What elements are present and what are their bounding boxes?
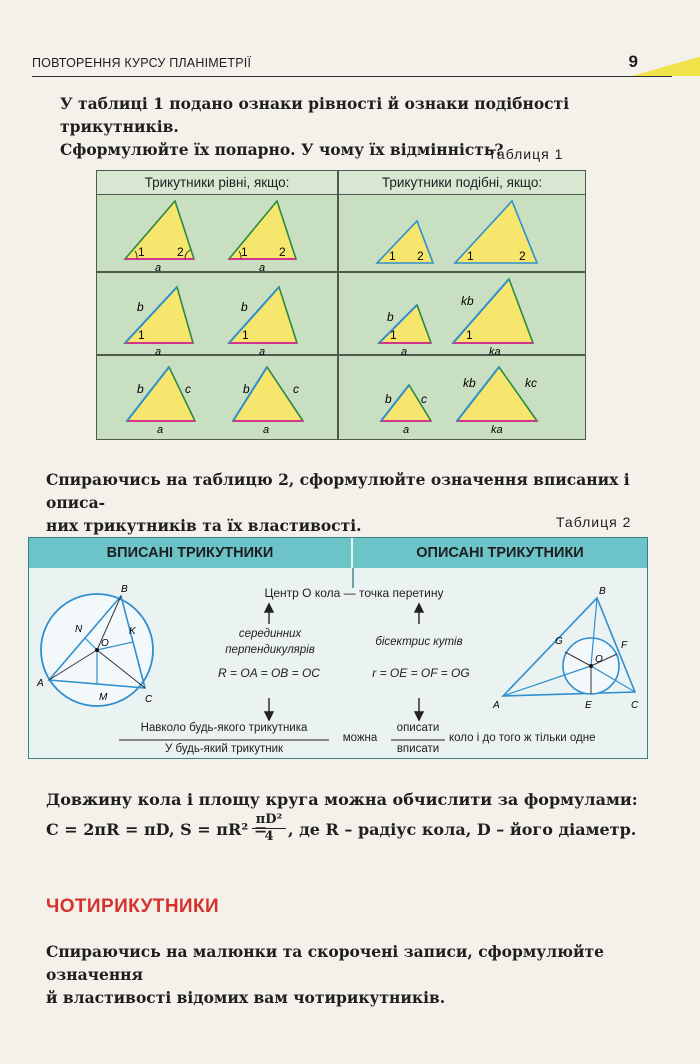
tri-eq-r3-b xyxy=(233,367,303,436)
section-title: ЧОТИРИКУТНИКИ xyxy=(46,896,220,917)
bottom-left-bottom: У будь-який трикутник xyxy=(164,743,284,755)
page-number: 9 xyxy=(628,52,638,71)
word-can: можна xyxy=(342,732,378,744)
svg-text:b: b xyxy=(385,392,392,406)
svg-text:b: b xyxy=(137,382,144,396)
tri-sim-r2-b xyxy=(453,279,533,358)
svg-text:C: C xyxy=(631,700,639,711)
svg-text:kb: kb xyxy=(463,376,476,390)
svg-text:C: C xyxy=(145,694,153,705)
svg-text:a: a xyxy=(259,262,266,274)
svg-text:a: a xyxy=(401,346,408,358)
svg-text:1: 1 xyxy=(390,328,397,342)
svg-text:c: c xyxy=(293,382,299,396)
intro-line-1: У таблиці 1 подано ознаки рівності й ознаки подібності трикутників. xyxy=(60,94,570,136)
svg-text:a: a xyxy=(259,346,266,358)
corner-decoration xyxy=(632,56,700,76)
tri-sim-r3-b xyxy=(457,367,537,436)
tri-eq-r2-a xyxy=(125,287,193,358)
table1 xyxy=(96,170,586,440)
tri-eq-r2-b xyxy=(229,287,297,358)
header-title: ПОВТОРЕННЯ КУРСУ ПЛАНІМЕТРІЇ xyxy=(32,56,252,70)
tri-eq-r3-a xyxy=(127,367,195,436)
svg-text:b: b xyxy=(387,310,394,324)
svg-text:a: a xyxy=(155,346,162,358)
svg-text:2: 2 xyxy=(177,245,184,259)
svg-text:O: O xyxy=(595,654,603,665)
svg-text:a: a xyxy=(263,424,270,436)
tri-sim-r3-a xyxy=(381,385,431,436)
svg-text:N: N xyxy=(75,624,83,635)
word-inscribe: вписати xyxy=(396,743,440,755)
table2-caption: Таблиця 2 xyxy=(556,514,632,530)
svg-text:b: b xyxy=(137,300,144,314)
svg-text:1: 1 xyxy=(138,245,145,259)
table1-header-similar: Трикутники подібні, якщо: xyxy=(339,171,585,195)
tri-sim-r2-a xyxy=(379,305,431,358)
formula-intro: Довжину кола і площу круга можна обчислити за формулами: xyxy=(46,790,638,809)
svg-text:a: a xyxy=(403,424,410,436)
svg-text:a: a xyxy=(157,424,164,436)
svg-text:E: E xyxy=(585,700,592,711)
svg-text:a: a xyxy=(155,262,162,274)
svg-text:c: c xyxy=(421,392,427,406)
svg-text:1: 1 xyxy=(241,245,248,259)
fraction-denominator: 4 xyxy=(264,829,274,844)
intro-line-2: Сформулюйте їх попарно. У чому їх відмінність? xyxy=(60,140,504,159)
formula-line xyxy=(46,812,656,852)
left-line-1: серединних xyxy=(238,628,302,640)
svg-text:1: 1 xyxy=(242,328,249,342)
right-formula: r = OE = OF = OG xyxy=(372,666,470,680)
svg-text:1: 1 xyxy=(389,249,396,263)
paragraph-2-line-2: них трикутників та їх властивості. xyxy=(46,516,362,535)
svg-text:kb: kb xyxy=(461,294,474,308)
svg-text:b: b xyxy=(241,300,248,314)
table1-caption: Таблиця 1 xyxy=(488,146,564,162)
svg-text:B: B xyxy=(121,584,128,595)
svg-text:ka: ka xyxy=(489,346,501,358)
svg-text:b: b xyxy=(243,382,250,396)
formula-part-b: , де R – радіус кола, D – його діаметр. xyxy=(288,820,637,839)
svg-text:1: 1 xyxy=(467,249,474,263)
svg-text:G: G xyxy=(555,636,563,647)
svg-text:A: A xyxy=(493,700,500,711)
section-paragraph xyxy=(46,940,656,1009)
circumscribed-triangle-figure xyxy=(492,586,639,711)
svg-text:1: 1 xyxy=(138,328,145,342)
svg-text:M: M xyxy=(99,692,108,703)
tri-sim-r1-b xyxy=(455,201,537,263)
svg-text:B: B xyxy=(599,586,606,597)
table2-header-circumscribed: ОПИСАНІ ТРИКУТНИКИ xyxy=(416,545,584,561)
table1-header-equal: Трикутники рівні, якщо: xyxy=(97,171,337,195)
svg-text:F: F xyxy=(621,640,628,651)
tri-eq-r1-b xyxy=(229,201,296,274)
table1-diagrams xyxy=(97,171,584,438)
table2-header-inscribed: ВПИСАНІ ТРИКУТНИКИ xyxy=(106,545,274,561)
svg-text:K: K xyxy=(129,626,136,637)
svg-text:ka: ka xyxy=(491,424,503,436)
svg-text:2: 2 xyxy=(519,249,526,263)
fraction xyxy=(252,812,286,845)
word-describe: описати xyxy=(396,722,440,734)
svg-text:2: 2 xyxy=(279,245,286,259)
section-line-2: й властивості відомих вам чотирикутників. xyxy=(46,988,446,1007)
page-header xyxy=(32,50,672,77)
left-formula: R = OA = OB = OC xyxy=(218,666,320,680)
svg-text:c: c xyxy=(185,382,191,396)
tri-eq-r1-a xyxy=(125,201,194,274)
bottom-left-top: Навколо будь-якого трикутника xyxy=(140,722,308,734)
formula-part-a: C = 2πR = πD, S = πR² = xyxy=(46,820,268,839)
svg-text:O: O xyxy=(101,638,109,649)
svg-text:A: A xyxy=(37,678,44,689)
paragraph-2-line-1: Спираючись на таблицю 2, сформулюйте означення вписаних і описа- xyxy=(46,470,630,512)
center-title: Центр O кола — точка перетину xyxy=(264,586,444,600)
table2 xyxy=(28,537,648,759)
fraction-numerator: πD² xyxy=(252,812,286,829)
tail-text: коло і до того ж тільки одне xyxy=(449,732,596,744)
section-line-1: Спираючись на малюнки та скорочені записи, сформулюйте означення xyxy=(46,942,604,984)
inscribed-triangle-figure xyxy=(36,584,153,706)
tri-sim-r1-a xyxy=(377,221,433,263)
svg-text:1: 1 xyxy=(466,328,473,342)
svg-text:kc: kc xyxy=(525,376,537,390)
right-line-1: бісектрис кутів xyxy=(375,636,463,648)
left-line-2: перпендикулярів xyxy=(225,644,315,656)
svg-text:2: 2 xyxy=(417,249,424,263)
